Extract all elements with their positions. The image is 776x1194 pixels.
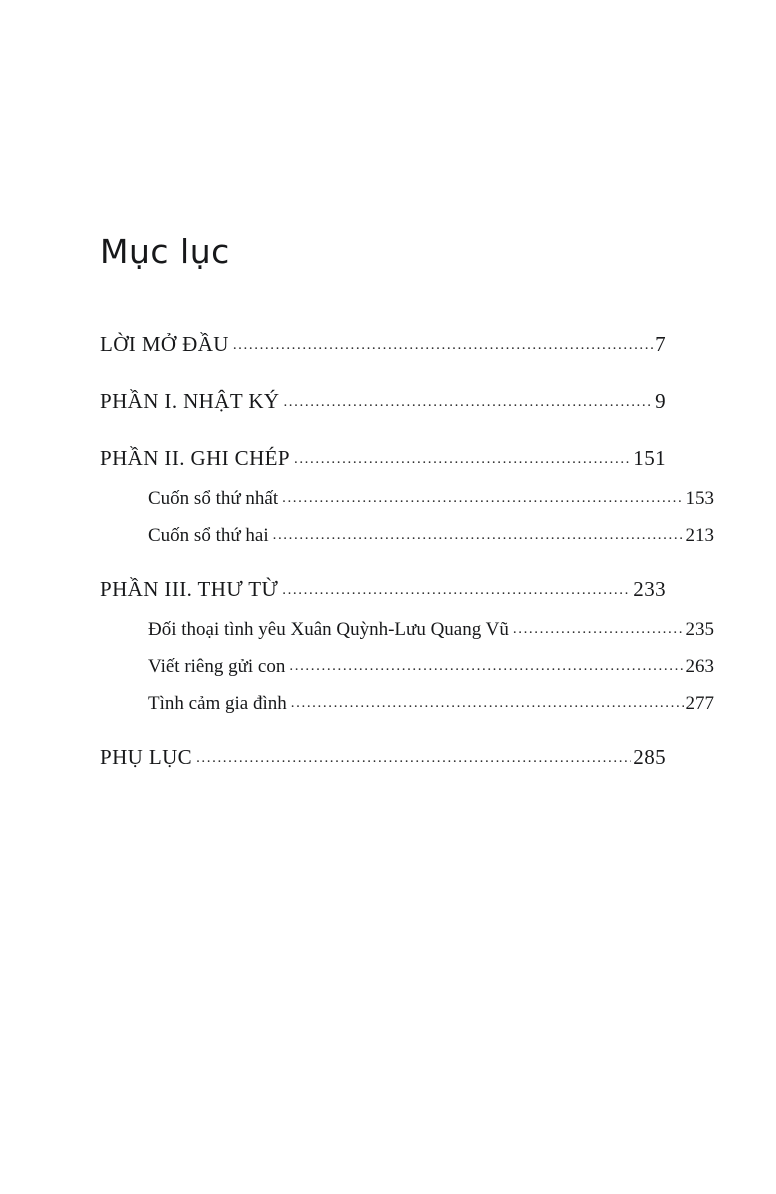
toc-entry[interactable] xyxy=(100,331,666,361)
toc-leader-dots xyxy=(282,491,683,510)
toc-list xyxy=(100,331,714,774)
toc-entry[interactable] xyxy=(100,445,666,475)
toc-leader-dots xyxy=(273,528,684,547)
toc-entry[interactable] xyxy=(100,489,714,512)
toc-entry[interactable] xyxy=(100,388,666,418)
toc-entry-page-number: 263 xyxy=(685,655,714,677)
toc-leader-dots xyxy=(289,659,683,678)
toc-leader-dots xyxy=(283,395,653,416)
toc-entry-label: PHẦN III. THƯ TỪ xyxy=(100,576,279,601)
toc-entry-page-number: 213 xyxy=(685,524,714,546)
toc-leader-dots xyxy=(291,696,684,715)
toc-entry-label: Viết riêng gửi con xyxy=(148,655,286,677)
toc-entry-page-number: 151 xyxy=(633,445,666,470)
toc-entry-label: Đối thoại tình yêu Xuân Quỳnh-Lưu Quang Vũ xyxy=(148,618,509,640)
toc-entry-page-number: 9 xyxy=(655,388,666,413)
toc-entry-label: PHẦN I. NHẬT KÝ xyxy=(100,388,280,413)
toc-entry[interactable] xyxy=(100,694,714,717)
toc-entry[interactable] xyxy=(100,620,714,643)
toc-entry-page-number: 277 xyxy=(685,692,714,714)
toc-entry-label: PHỤ LỤC xyxy=(100,744,193,769)
toc-entry-page-number: 153 xyxy=(685,487,714,509)
toc-entry-label: Cuốn sổ thứ nhất xyxy=(148,487,279,509)
toc-entry-label: LỜI MỞ ĐẦU xyxy=(100,331,229,356)
toc-entry[interactable] xyxy=(100,744,666,774)
toc-entry-label: Tình cảm gia đình xyxy=(148,692,287,714)
toc-entry[interactable] xyxy=(100,576,666,606)
toc-leader-dots xyxy=(282,583,631,604)
toc-entry-page-number: 7 xyxy=(655,331,666,356)
page-title: Mục lục xyxy=(100,232,230,271)
toc-entry-page-number: 233 xyxy=(633,576,666,601)
toc-entry-label: PHẦN II. GHI CHÉP xyxy=(100,445,290,470)
table-of-contents xyxy=(100,232,714,774)
toc-entry-label: Cuốn sổ thứ hai xyxy=(148,524,269,546)
toc-entry-page-number: 235 xyxy=(685,618,714,640)
toc-leader-dots xyxy=(294,452,631,473)
toc-leader-dots xyxy=(233,338,653,359)
toc-entry[interactable] xyxy=(100,657,714,680)
toc-leader-dots xyxy=(196,751,631,772)
toc-entry[interactable] xyxy=(100,526,714,549)
toc-leader-dots xyxy=(513,622,684,641)
toc-entry-page-number: 285 xyxy=(633,744,666,769)
